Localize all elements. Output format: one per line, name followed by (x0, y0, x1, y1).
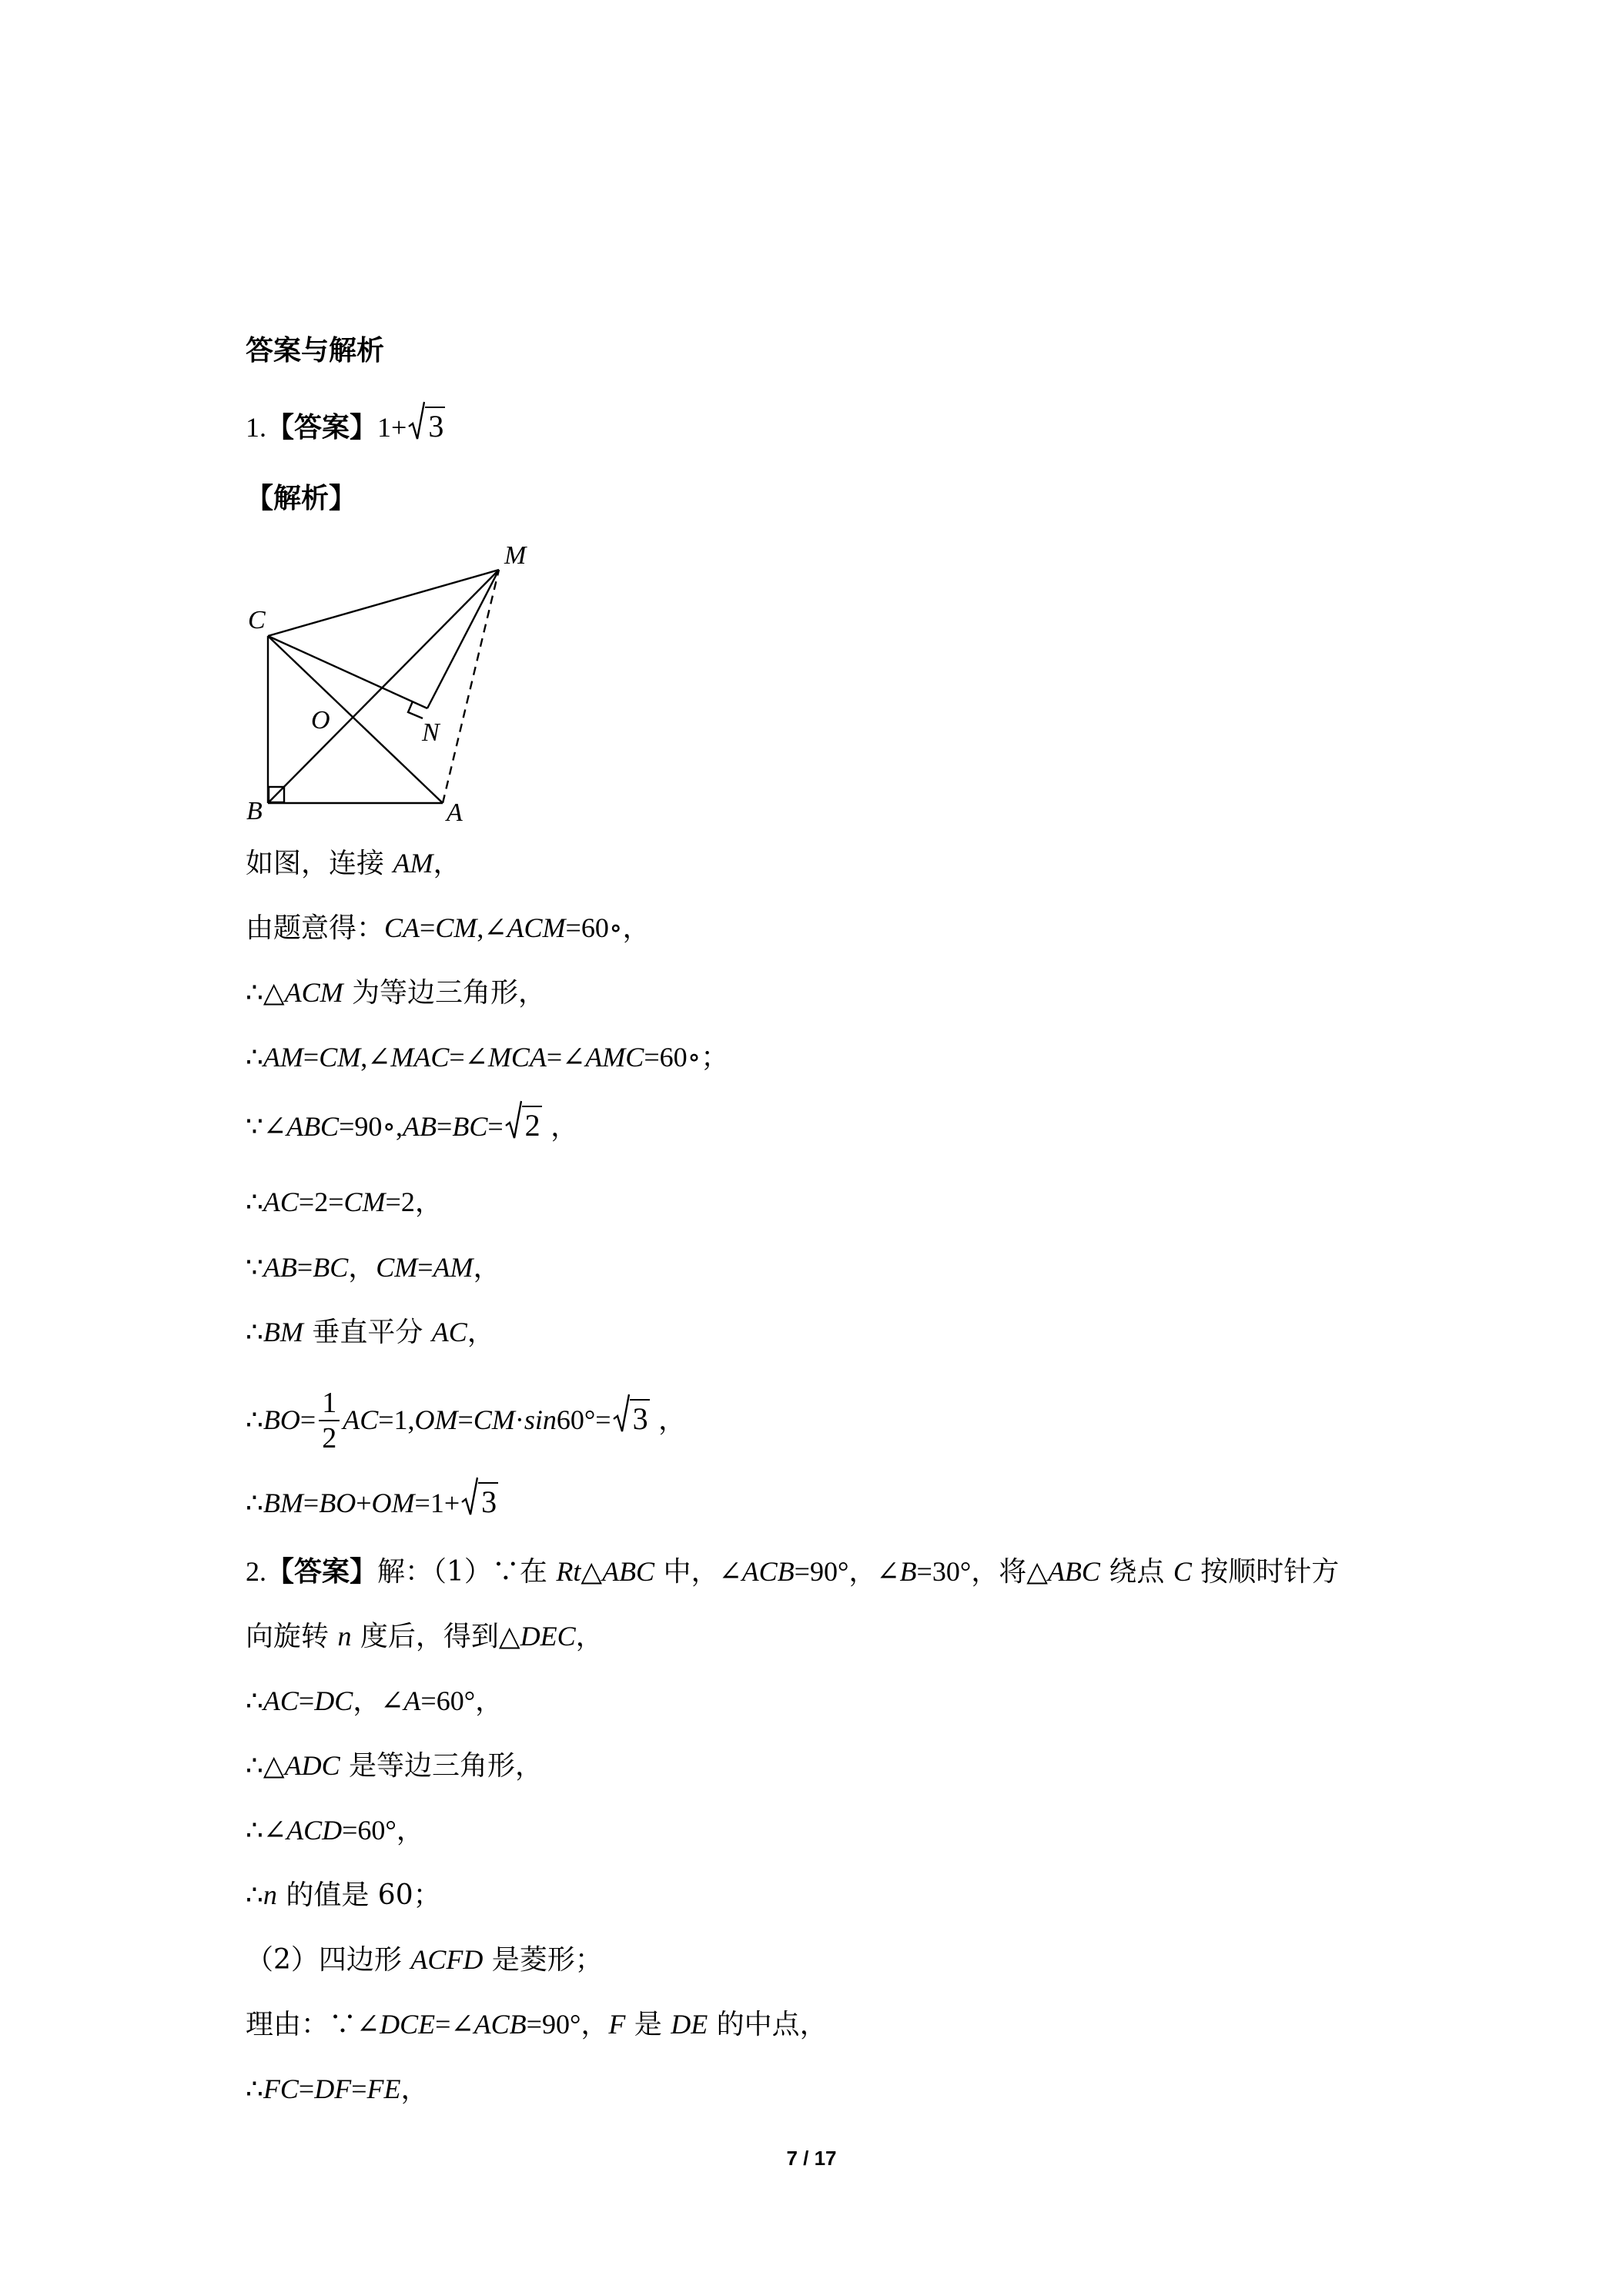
radical-sign-icon (613, 1393, 630, 1436)
q2-line-3: ∴AC=DC，∠A=60°， (246, 1685, 504, 1717)
radical-2: 2 (505, 1106, 542, 1146)
q2-line-5: ∴∠ACD=60°， (246, 1815, 424, 1846)
step-line-3: ∴△ACM 为等边三角形， (246, 977, 547, 1009)
step-line-2: 由题意得：CA=CM,∠ACM=60∘， (246, 912, 651, 944)
radical-sign-icon (505, 1099, 522, 1143)
label-N: N (422, 718, 440, 747)
label-M: M (504, 541, 527, 570)
step-line-5: ∵∠ABC=90∘,AB=BC= 2 ， (246, 1106, 578, 1146)
geometry-figure (240, 530, 548, 830)
segment-BM (268, 570, 499, 803)
section-heading: 答案与解析 (246, 335, 385, 366)
q2-line-2: 向旋转 n 度后，得到△DEC， (246, 1621, 604, 1652)
segment-CN (268, 636, 427, 708)
step-line-6: ∴AC=2=CM=2， (246, 1186, 443, 1218)
q1-analysis-tag: 【解析】 (246, 483, 357, 514)
q1-answer-prefix: 1+ (377, 412, 407, 443)
q2-line-4: ∴△ADC 是等边三角形， (246, 1750, 544, 1782)
step-line-4: ∴AM=CM,∠MAC=∠MCA=∠AMC=60∘； (246, 1042, 729, 1073)
fraction-one-half: $\frac{1}{2}$ (319, 1386, 340, 1455)
radical-sign-icon (408, 400, 425, 443)
segment-AM-dashed (443, 570, 499, 803)
q1-answer-radical: 3 (408, 407, 445, 447)
q2-line-8: 理由：∵∠DCE=∠ACB=90°，F 是 DE 的中点， (246, 2009, 828, 2040)
label-A: A (447, 798, 463, 827)
label-B: B (246, 797, 263, 825)
step-line-7: ∵AB=BC，CM=AM， (246, 1252, 501, 1284)
step-line-1: 如图，连接 AM， (246, 848, 461, 879)
step-line-8: ∴BM 垂直平分 AC， (246, 1317, 495, 1348)
radical-3: 3 (613, 1399, 650, 1439)
segment-CA (268, 636, 443, 803)
q2-line-1: 2.【答案】解：（1）∵在 Rt△ABC 中，∠ACB=90°，∠B=30°，将△ABC 绕点 C 按顺时针方 (246, 1556, 1340, 1588)
q1-answer-line (246, 407, 445, 447)
q1-answer-tag: 【答案】 (266, 412, 378, 443)
q2-line-6: ∴n 的值是 60； (246, 1879, 441, 1911)
label-C: C (248, 606, 266, 634)
segment-MN (427, 570, 499, 708)
step-line-9: ∴BO= $\frac{1}{2}$ AC=1,OM=CM·sin60°= 3 ， (246, 1387, 687, 1454)
page-number: 7 / 17 (786, 2147, 837, 2170)
right-angle-mark-N (408, 701, 423, 718)
q2-line-7: （2）四边形 ACFD 是菱形； (246, 1944, 603, 1976)
q1-number: 1. (246, 412, 266, 443)
radical-3-final: 3 (461, 1482, 498, 1522)
step-line-10: ∴BM=BO+OM=1+ 3 (246, 1482, 498, 1522)
segment-CM (268, 570, 499, 636)
label-O: O (311, 706, 330, 735)
radical-sign-icon (461, 1476, 478, 1519)
q2-line-9: ∴FC=DF=FE， (246, 2073, 429, 2105)
